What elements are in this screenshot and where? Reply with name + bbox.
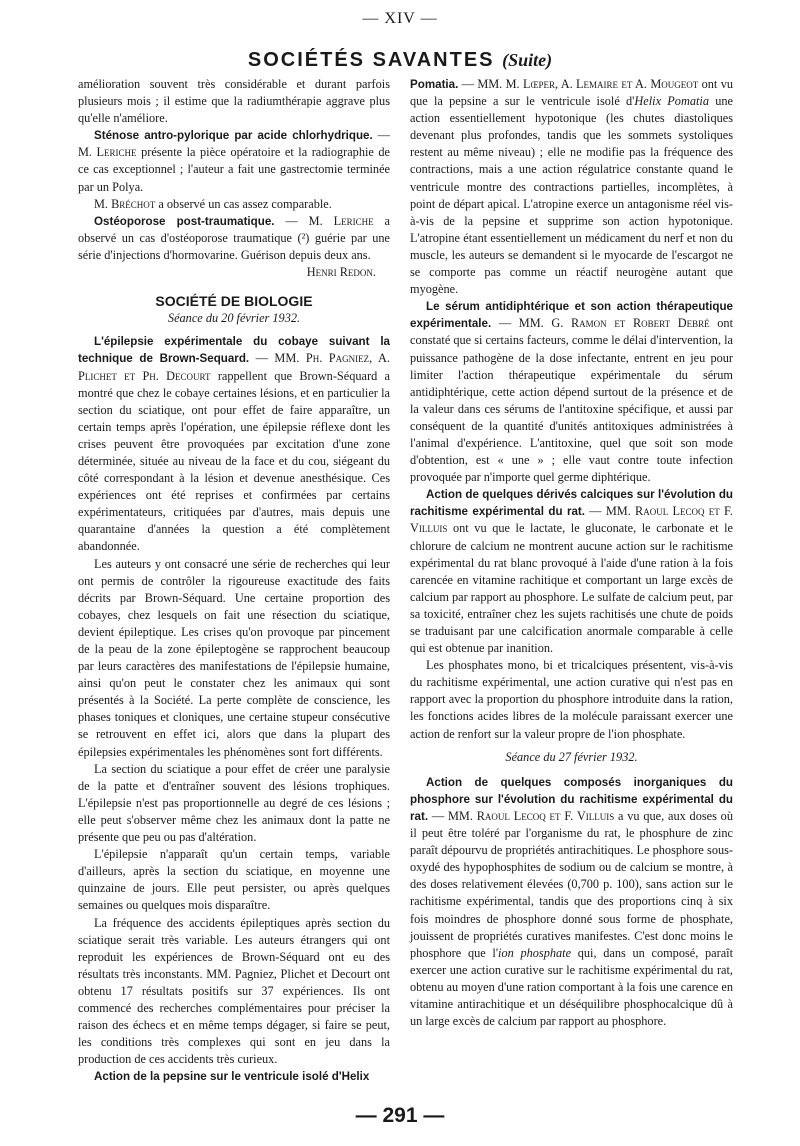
author-name: Raoul Lecoq et F. Villuis	[476, 808, 615, 823]
entry-heading: Sténose antro-pylorique par acide chlorhydrique.	[94, 129, 373, 143]
page-number-roman: — XIV —	[362, 10, 438, 27]
entry-pepsine-heading	[78, 1068, 390, 1085]
entry-heading: Action de quelques composés inorganiques du phosphore sur l'évolution du rachitisme expérimental du rat.	[410, 775, 733, 823]
section-date: Séance du 20 février 1932.	[167, 311, 301, 326]
species-name: Helix Pomatia	[634, 94, 709, 109]
entry-heading: Ostéoporose post-traumatique.	[94, 214, 275, 228]
entry-stenose: Sténose antro-pylorique par acide chlorhydrique. — M. Leriche présente la pièce opératoire et la radiographie de ce cas exceptionnel ; l'auteur a fait une gastrectomie terminée par un Polya.	[78, 128, 390, 194]
paragraph-radiumtherapie: amélioration souvent très considérable et durant parfois plusieurs mois ; il estime que la radiumthérapie aggrave plus qu'elle n'améliore.	[78, 77, 390, 126]
entry-phosphore: Action de quelques composés inorganiques du phosphore sur l'évolution du rachitisme expérimental du rat. — MM. Raoul Lecoq et F. Villuis a vu que, aux doses où il peut être toléré par l'organisme du rat, le phosphure de zinc paraît dépourvu de propriétés antirachitiques. Le phosphore sous-oxydé des hypophosphites de sodium ou de calcium se montre, à des doses relativement élevées (0,700 p. 100), sans action sur le rachitisme expérimental, tandis que des proportions cinq à six fois moindres de phosphore donné sous forme de phosphate, jouissent de propriétés curatives manifestes. C'est donc moins le phosphore que l'ion phosphate qui, dans un composé, paraît exercer une action curative sur le rachitisme expérimental du rat, obtenu au moyen d'une ration comportant à la fois une carence en vitamine antirachitique et un déséquilibre phosphocalcique dû à un large excès de calcium par rapport au phosphore.	[410, 775, 733, 1029]
right-column	[410, 76, 733, 1030]
author-name: Leriche	[333, 213, 374, 228]
section-title-biologie: SOCIÉTÉ DE BIOLOGIE	[155, 293, 313, 310]
entry-pepsine-continued: Pomatia. — MM. M. Lœper, A. Lemaire et A. Mougeot ont vu que la pepsine a sur le ventricule isolé d'Helix Pomatia une action essentiellement hypotonique (les chutes diastoliques devenant plus profondes, tandis que les sommets systoliques restent au même niveau) ; elle ne modifie pas la fréquence des contractions, mais a une action régulatrice constante quand le ventricule montre des contractions partielles, incomplètes, à point de départ apical. L'atropine exerce un antagonisme réel vis-à-vis de la pepsine et supprime son action hypotonique. L'atropine étant essentiellement un médicament du nerf et non du muscle, les auteurs se demandent si le myocarde de l'escargot ne se comporte pas comme un réactif neurogène autant que myogène.	[410, 77, 733, 297]
running-title	[0, 49, 800, 72]
author-name: Leriche	[96, 145, 137, 160]
left-column	[78, 76, 390, 1085]
entry-brechot: M. Bréchot a observé un cas assez comparable.	[94, 196, 332, 211]
running-title-text: SOCIÉTÉS SAVANTES	[247, 49, 495, 71]
author-name: Raoul Lecoq et F. Villuis	[410, 504, 733, 536]
author-name: Bréchot	[111, 196, 156, 211]
emphasis-ion-phosphate: ion phosphate	[498, 945, 572, 960]
entry-heading: Action de quelques dérivés calciques sur l'évolution du rachitisme expérimental du rat.	[410, 488, 733, 519]
entry-heading: Action de la pepsine sur le ventricule isolé d'Helix	[94, 1070, 370, 1084]
entry-calciques: Action de quelques dérivés calciques sur l'évolution du rachitisme expérimental du rat. — MM. Raoul Lecoq et F. Villuis ont vu que le lactate, le gluconate, le carbonate et le chlorure de calcium ne montrent aucune action sur le rachitisme expérimental du rat blanc provoqué à l'aide d'une ration à la fois carencée en vitamine rachitique et comportant un large excès de calcium par rapport au phosphore. Le sulfate de calcium peut, par sa toxicité, entraîner chez les sujets rachitisés une chute de poids se traduisant par une calcification anormale comparable à celle qui est obtenue par inanition.	[410, 488, 734, 656]
entry-epilepsie: L'épilepsie expérimentale du cobaye suivant la technique de Brown-Sequard. — MM. Ph. Pagniez, A. Plichet et Ph. Decourt rappellent que Brown-Séquard a montré que chez le cobaye certaines lésions, et en particulier la section du sciatique, ont pour effet de faire apparaître, un certain temps après l'opération, une épilepsie réflexe dont les crises peuvent être provoquées par excitation d'une zone déterminée, située au niveau de la face et du cou, siégeant du côté correspondant à la lésion et devenue anesthésique. Ces expériences ont été reprises et confirmées par certains expérimentateurs, critiquées par d'autres, mais depuis une quarantaine d'années la question a été complètement abandonnée.	[78, 335, 390, 554]
author-name: M. Lœper, A. Lemaire et A. Mougeot	[505, 77, 699, 91]
entry-osteoporose: Ostéoporose post-traumatique. — M. Leriche a observé un cas d'ostéoporose traumatique (²) guérie par une série d'injections d'hormovarine. Guérison depuis deux ans.	[78, 213, 390, 262]
paragraph-apparition: L'épilepsie n'apparaît qu'un certain temps, variable d'ailleurs, après la section du sciatique, en moyenne une quinzaine de jours. Elle peut persister, ou après quelques semaines ou quelques mois disparaître.	[78, 847, 390, 913]
paragraph-frequence: La fréquence des accidents épileptiques après section du sciatique serait très variable. Les auteurs étrangers qui ont reproduit les expériences de Brown-Séquard ont eu des résultats très inconstants. MM. Pagniez, Plichet et Decourt ont obtenu 17 résultats positifs sur 37 expériences. Ils ont commencé des recherches complémentaires pour préciser la raison des échecs et en même temps dégager, si faire se peut, les conditions très complexes qui sont en jeu dans la production de ces accidents très curieux.	[78, 915, 390, 1067]
page-folio: — 291 —	[355, 1104, 445, 1127]
section-date-27: Séance du 27 février 1932.	[505, 749, 638, 764]
entry-heading: L'épilepsie expérimentale du cobaye suivant la technique de Brown-Sequard.	[78, 335, 390, 366]
paragraph-phosphates: Les phosphates mono, bi et tricalciques présentent, vis-à-vis du rachitisme expérimental, une action curative qui n'est pas en rapport avec la proportion du phosphore introduite dans la ration, les fonctions acides libres de la molécule paraissant exercer une action de renfort sur la valeur propre de l'ion phosphate.	[410, 658, 733, 741]
paragraph-section-sciatique: La section du sciatique a pour effet de créer une paralysie de la patte et d'entraîner souvent des lésions trophiques. L'épilepsie n'est pas proportionnelle au degré de ces lésions ; elle peut s'observer même chez les animaux dont la patte ne présente que peu ou pas d'altération.	[78, 761, 390, 845]
signature: Henri Redon.	[306, 265, 376, 280]
entry-heading: Le sérum antidiphtérique et son action thérapeutique expérimentale.	[410, 300, 733, 331]
author-name: Ph. Pagniez, A. Plichet et Ph. Decourt	[78, 351, 390, 383]
author-name: G. Ramon et Robert Debré	[551, 316, 710, 331]
entry-heading: Pomatia.	[410, 78, 459, 91]
entry-serum: Le sérum antidiphtérique et son action thérapeutique expérimentale. — MM. G. Ramon et Robert Debré ont constaté que si certains facteurs, comme le délai d'intervention, la puissance pathogène de la dose infectante, entrent en jeu pour limiter l'action thérapeutique expérimentale du sérum antidiphtérique, cette action dépend surtout de la présence et de la valeur dans ces sérums de l'antitoxine spécifique, et aussi par conséquent de la quantité d'unités antitoxiques administrées à l'animal d'expérience. L'antitoxine, quel que soit son mode d'obtention, est « une » ; elle vaut contre toute infection provoquée par n'importe quel germe diphtérique.	[410, 300, 733, 485]
paragraph-auteurs: Les auteurs y ont consacré une série de recherches qui leur ont permis de contrôler la rigoureuse exactitude des faits décrits par Brown-Séquard. Une certaine proportion des cobayes, chez lesquels on fait une résection du sciatique, devient épileptique. Les crises qu'on provoque par pincement de la peau de la zone épileptogène se rapprochent beaucoup par leurs caractères des manifestations de l'épilepsie humaine, ainsi qu'on peut le constater chez les animaux qui sont présentés à la Société. La perte complète de conscience, les phases toniques et cloniques, une certaine stupeur consécutive se retrouvent en effet ici, alors que dans la plupart des épilepsies expérimentales les phénomènes sont fort différents.	[78, 556, 390, 759]
running-title-suffix: (Suite)	[502, 50, 553, 70]
